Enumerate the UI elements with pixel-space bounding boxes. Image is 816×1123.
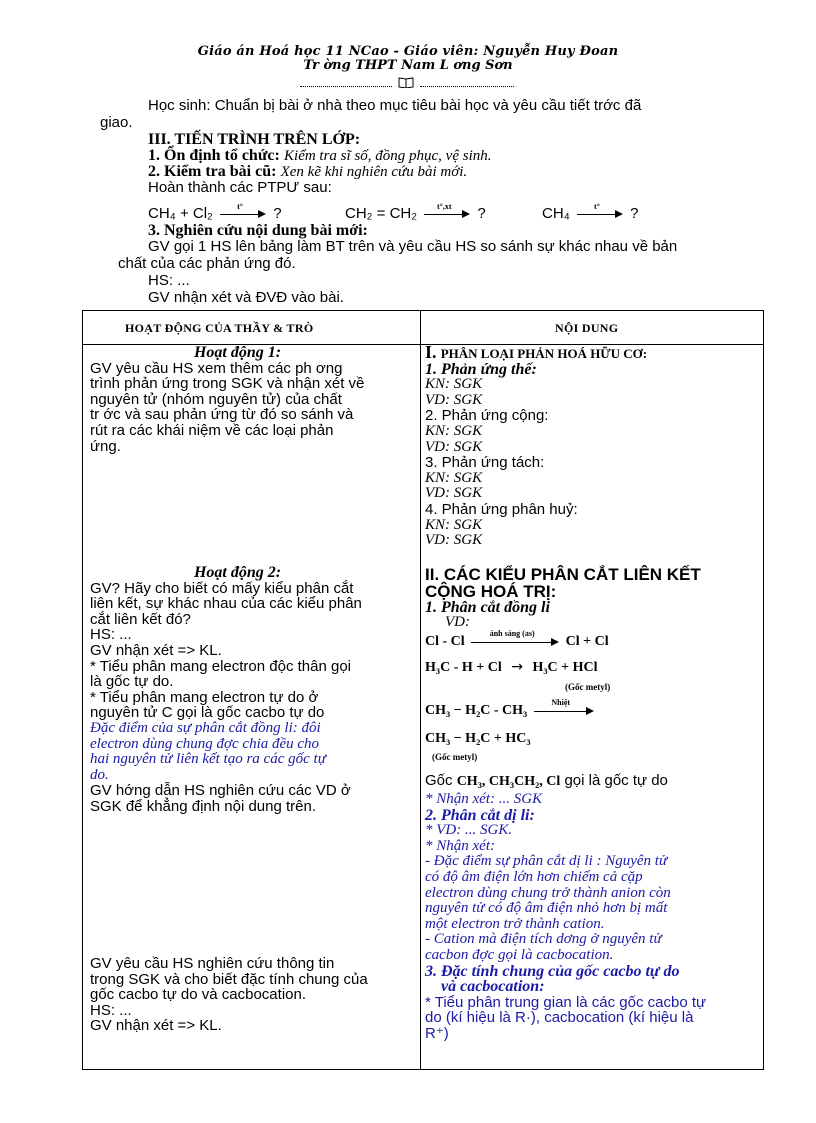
remark-1: * Nhận xét: ... SGK: [425, 791, 543, 807]
activity-3-line: gốc cacbo tự do và cacbocation.: [90, 986, 307, 1004]
rx2-note: (Gốc metyl): [565, 682, 611, 692]
arrow-icon: [471, 628, 559, 647]
heterolysis-line: - Đặc điểm sự phân cắt dị li : Nguyên tử: [425, 853, 668, 870]
eq1-product: ?: [273, 205, 282, 222]
activity-1-line: GV yêu cầu HS xem thêm các ph ơng: [90, 359, 343, 377]
gv-review: GV nhận xét và ĐVĐ vào bài.: [148, 289, 344, 306]
activity-2-guide-line: SGK để khẳng định nội dung trên.: [90, 797, 316, 815]
rx1-product: Cl + Cl: [565, 634, 609, 649]
right-arrow-icon: →: [511, 659, 523, 675]
common-features-line: do (kí hiệu là R·), cacbocation (kí hiệu là: [425, 1009, 694, 1027]
definition-ref: KN: SGK: [425, 469, 483, 486]
eq3-condition: t°: [594, 202, 600, 212]
hs-prep-line1: Học sinh: Chuẩn bị bài ở nhà theo mục tiêu bài học và yêu cầu tiết trớc đã: [148, 97, 642, 114]
activity-3-line: GV yêu cầu HS nghiên cứu thông tin: [90, 955, 335, 972]
common-features-title-2: và cacbocation:: [425, 978, 545, 996]
right-section-2: [425, 566, 760, 630]
common-features-line: R⁺): [425, 1024, 449, 1042]
rx2-radical: H₃C: [532, 660, 558, 675]
reaction-type-3: 3. Phản ứng tách:: [425, 454, 545, 472]
col-header-activities: HOẠT ĐỘNG CỦA THẦY & TRÒ: [125, 321, 314, 335]
equation-1: [148, 202, 282, 222]
header-teacher: Giáo án Hoá học 11 NCao - Giáo viên: Nguyễn Huy Đoan: [197, 44, 619, 59]
radical-summary: [425, 773, 760, 790]
hs-answer: HS: ...: [148, 272, 190, 289]
example-ref: VD: SGK: [425, 485, 483, 502]
equation-2: [345, 202, 486, 222]
activity-2-line: HS: ...: [90, 626, 132, 644]
section-1-title: PHÂN LOẠI PHẢN HOÁ HỮU CƠ:: [440, 346, 648, 361]
radical-prefix: Gốc: [425, 772, 453, 789]
definition-ref: KN: SGK: [425, 422, 483, 439]
eq3-product: ?: [630, 205, 639, 222]
homolysis-feature-line: electron dùng chung đợc chia đều cho: [90, 735, 320, 752]
eq2-product: ?: [477, 205, 486, 222]
common-features-line: * Tiểu phân trung gian là các gốc cacbo tự: [425, 993, 707, 1011]
arrow-icon: [424, 202, 470, 219]
activity-2-line: GV nhận xét => KL.: [90, 641, 222, 659]
reaction-propane: [425, 697, 760, 719]
eq1-left: CH₄ + Cl₂: [148, 205, 213, 222]
reaction-type-1: 1. Phản ứng thế:: [425, 360, 537, 378]
section-2-title-line2: CỘNG HOÁ TRỊ:: [425, 582, 557, 601]
example-ref: VD: SGK: [425, 438, 483, 455]
homolysis-title: 1. Phân cắt đồng li: [425, 599, 550, 616]
activity-1-line: nguyên tử (nhóm nguyên tử) của chất: [90, 390, 342, 408]
heterolysis-line: một electron trở thành cation.: [425, 915, 605, 932]
step2-text: Xen kẽ khi nghiên cứu bài mới.: [280, 164, 468, 180]
left-activity-1: [90, 345, 415, 454]
activity-2-line: cắt liên kết đó?: [90, 610, 191, 628]
activity-1-line: rút ra các khái niệm về các loại phản: [90, 421, 334, 439]
reaction-propane-products: CH₃ − H₂C + HC₃: [425, 731, 531, 746]
step3-line1: GV gọi 1 HS lên bảng làm BT trên và yêu cầu HS so sánh sự khác nhau về bản: [148, 238, 678, 255]
rx3-condition: Nhiệt: [551, 697, 571, 707]
rx4-note: (Gốc metyl): [432, 752, 478, 762]
activity-3-line: HS: ...: [90, 1001, 132, 1019]
heterolysis-example: * VD: ... SGK.: [425, 822, 513, 839]
step3-line2: chất của các phản ứng đó.: [118, 255, 296, 272]
hs-prep-line2: giao.: [100, 114, 133, 131]
activity-2-title: Hoạt động 2:: [193, 564, 282, 581]
homolysis-feature-line: Đặc điểm của sự phân cắt đồng li: đôi: [90, 719, 321, 736]
step1-text: Kiểm tra sĩ số, đồng phục, vệ sinh.: [284, 148, 492, 164]
reaction-type-4: 4. Phản ứng phân huỷ:: [425, 500, 578, 518]
heterolysis-line: - Cation mà điện tích dơng ở nguyên tử: [425, 931, 662, 948]
activity-2-line: liên kết, sự khác nhau của các kiểu phân: [90, 595, 362, 613]
book-icon: [398, 76, 414, 90]
header-dotted-rule-left: [300, 86, 392, 87]
example-label: VD:: [445, 614, 470, 630]
right-section-1: [425, 342, 760, 549]
radical-suffix: gọi là gốc tự do: [564, 772, 668, 789]
activity-2-guide-line: GV hớng dẫn HS nghiên cứu các VD ở: [90, 782, 351, 800]
rx2-reactant: H₃C - H + Cl: [425, 660, 502, 675]
section-1-heading: [425, 342, 760, 362]
heterolysis-title: 2. Phân cắt dị li:: [425, 806, 535, 824]
activity-2-line: * Tiểu phân mang electron độc thân gọi: [90, 657, 352, 675]
reaction-type-2: 2. Phản ứng cộng:: [425, 407, 549, 425]
eq1-condition: t°: [237, 202, 243, 212]
rx1-reactant: Cl - Cl: [425, 634, 465, 649]
left-activity-2: [90, 565, 415, 815]
activity-2-line: là gốc tự do.: [90, 673, 174, 691]
heterolysis-line: electron dùng chung trở thành anion còn: [425, 884, 671, 901]
complete-equations: Hoàn thành các PTPƯ sau:: [148, 179, 332, 196]
activity-2-line: * Tiểu phân mang electron tự do ở: [90, 688, 319, 706]
heterolysis-line: cacbon đợc gọi là cacbocation.: [425, 946, 614, 963]
arrow-icon: [220, 202, 266, 219]
eq2-condition: t°,xt: [436, 202, 452, 212]
header-dotted-rule-right: [420, 86, 514, 87]
reaction-methane-cl: [425, 660, 760, 676]
activity-1-line: ứng.: [90, 437, 121, 455]
example-ref: VD: SGK: [425, 391, 483, 408]
activity-3-line: GV nhận xét => KL.: [90, 1017, 222, 1035]
equation-3: [542, 202, 639, 222]
right-section-2b: [425, 792, 760, 1042]
common-features-title-1: 3. Đặc tính chung của gốc cacbo tự do: [425, 962, 680, 980]
section-1-number: I.: [425, 342, 437, 362]
rx1-condition: ánh sáng (as): [489, 628, 535, 638]
step1-label: 1. Ổn định tổ chức:: [148, 147, 280, 164]
example-ref: VD: SGK: [425, 532, 483, 549]
arrow-icon: [577, 202, 623, 219]
remark-2: * Nhận xét:: [425, 837, 495, 854]
section-2-title-line1: II. CÁC KIỂU PHÂN CẮT LIÊN KẾT: [425, 565, 701, 584]
radical-formulas: CH₃, CH₃CH₂, Cl: [456, 774, 561, 789]
left-activity-3: [90, 956, 415, 1034]
eq3-left: CH₄: [542, 205, 570, 222]
rx3-reactant: CH₃ − H₂C - CH₃: [425, 703, 528, 718]
rx2-hcl: + HCl: [561, 660, 598, 675]
eq2-left: CH₂ = CH₂: [345, 205, 418, 222]
step2-label: 2. Kiểm tra bài cũ:: [148, 163, 277, 180]
activity-2-line: nguyên tử C gọi là gốc cacbo tự do: [90, 704, 325, 722]
arrow-icon: [534, 697, 594, 716]
homolysis-feature-line: do.: [90, 766, 109, 783]
definition-ref: KN: SGK: [425, 516, 483, 533]
activity-1-title: Hoạt động 1:: [193, 344, 282, 361]
reaction-cl-cl: [425, 628, 760, 650]
definition-ref: KN: SGK: [425, 376, 483, 393]
step3-label: 3. Nghiên cứu nội dung bài mới:: [148, 222, 368, 239]
section-3-title: III. TIẾN TRÌNH TRÊN LỚP:: [148, 131, 361, 148]
header-school: Tr ờng THPT Nam L ơng Sơn: [303, 58, 513, 73]
column-divider: [420, 311, 421, 1069]
heterolysis-line: có độ âm điện lớn hơn chiếm cả cặp: [425, 868, 643, 885]
activity-3-line: trong SGK và cho biết đặc tính chung của: [90, 970, 368, 988]
homolysis-feature-line: hai nguyên tử liên kết tạo ra các gốc tự: [90, 751, 326, 768]
col-header-content: NỘI DUNG: [555, 321, 619, 335]
activity-1-line: trình phản ứng trong SGK và nhận xét về: [90, 375, 365, 393]
heterolysis-line: nguyên tử có độ âm điện nhỏ hơn bị mất: [425, 900, 668, 917]
activity-1-line: tr ớc và sau phản ứng từ đó so sánh và: [90, 406, 354, 424]
activity-2-line: GV? Hãy cho biết có mấy kiểu phân cắt: [90, 579, 354, 597]
